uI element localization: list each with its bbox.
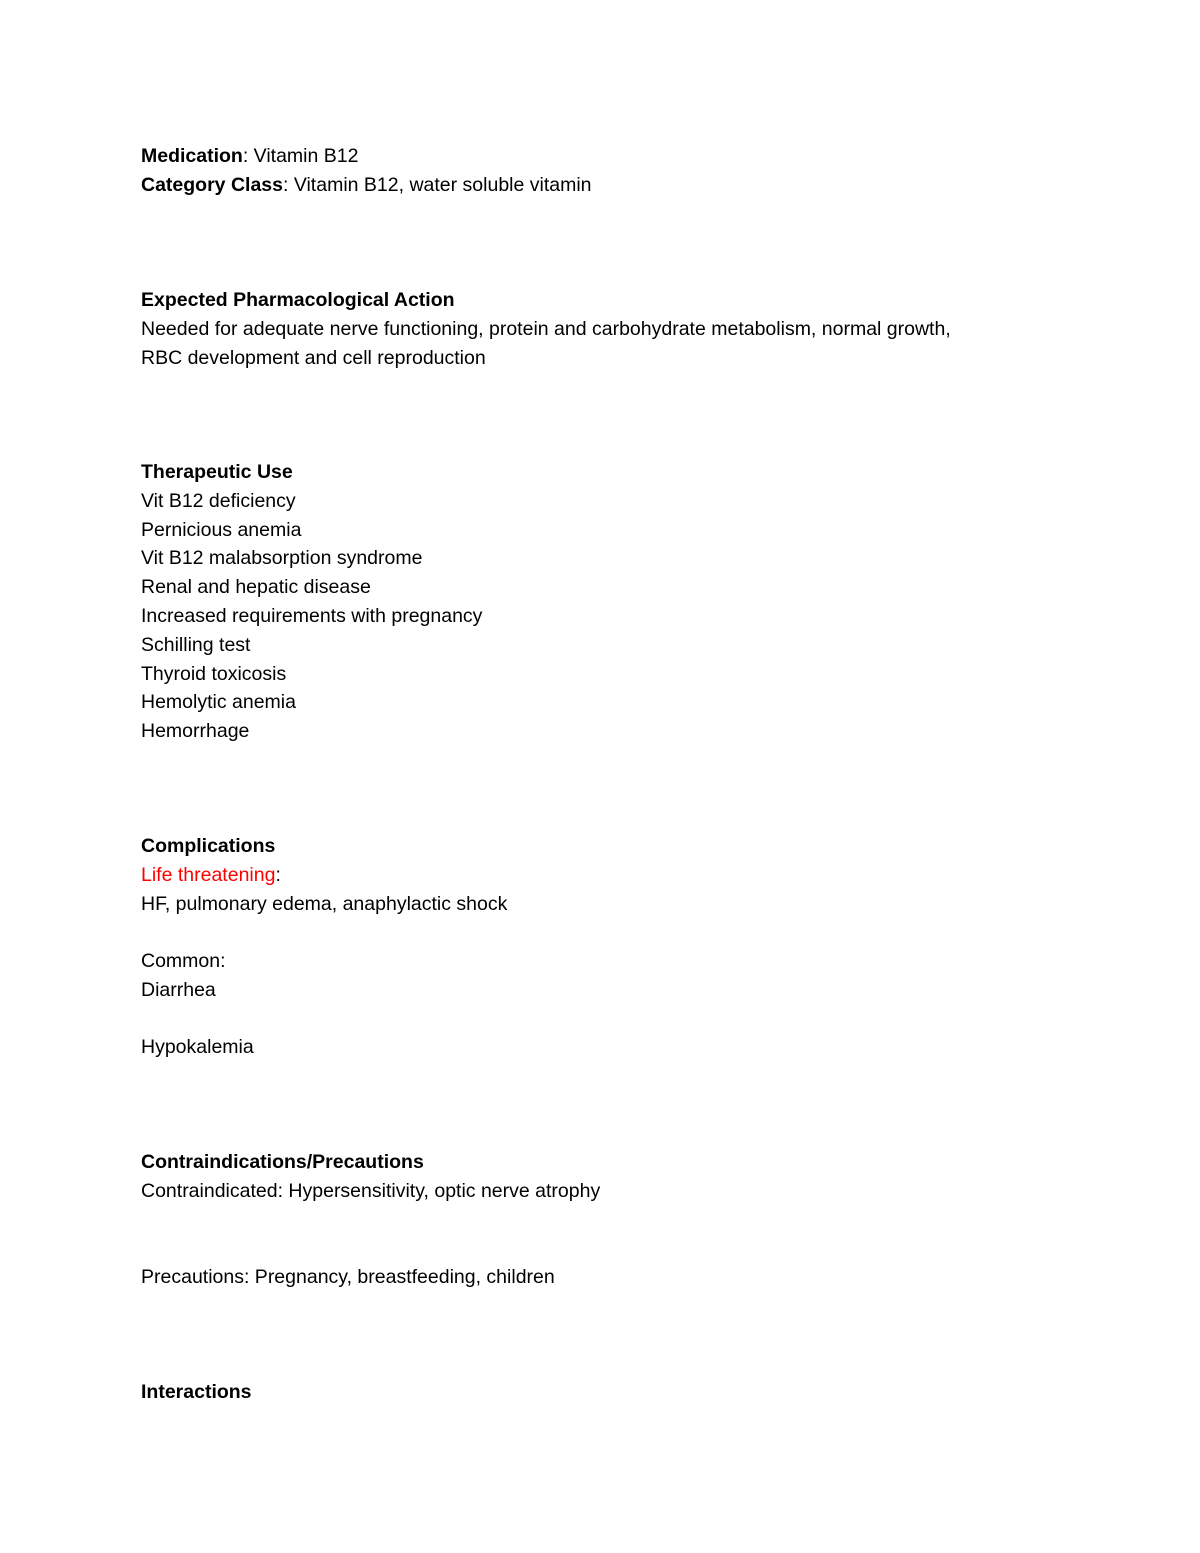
life-threatening-text: HF, pulmonary edema, anaphylactic shock [141,893,508,915]
therapeutic-item: Renal and hepatic disease [141,576,371,598]
life-threatening-line [141,863,281,887]
category-colon: : [282,174,289,196]
therapeutic-item: Pernicious anemia [141,519,302,541]
life-threatening-colon: : [275,864,281,886]
therapeutic-item: Increased requirements with pregnancy [141,605,483,627]
medication-line [141,144,358,168]
common-label: Common: [141,950,226,972]
precautions-text: Precautions: Pregnancy, breastfeeding, children [141,1266,555,1288]
therapeutic-item: Thyroid toxicosis [141,663,287,685]
contra-heading: Contraindications/Precautions [141,1151,424,1173]
therapeutic-item: Vit B12 malabsorption syndrome [141,547,423,569]
action-heading: Expected Pharmacological Action [141,289,455,311]
category-label: Category Class [141,174,283,196]
common-item: Diarrhea [141,979,216,1001]
medication-colon: : [242,145,249,167]
contraindicated-text: Contraindicated: Hypersensitivity, optic nerve atrophy [141,1180,601,1202]
action-line-1: Needed for adequate nerve functioning, protein and carbohydrate metabolism, normal growth, [141,318,951,340]
complications-heading: Complications [141,835,276,857]
therapeutic-item: Vit B12 deficiency [141,490,296,512]
therapeutic-heading: Therapeutic Use [141,461,293,483]
interactions-heading: Interactions [141,1381,252,1403]
category-line [141,173,592,197]
category-value: Vitamin B12, water soluble vitamin [288,174,592,196]
common-item: Hypokalemia [141,1036,254,1058]
therapeutic-item: Hemolytic anemia [141,691,296,713]
therapeutic-item: Hemorrhage [141,720,250,742]
action-line-2: RBC development and cell reproduction [141,347,486,369]
therapeutic-item: Schilling test [141,634,251,656]
medication-value: Vitamin B12 [248,145,359,167]
life-threatening-label: Life threatening [141,864,276,886]
medication-label: Medication [141,145,243,167]
